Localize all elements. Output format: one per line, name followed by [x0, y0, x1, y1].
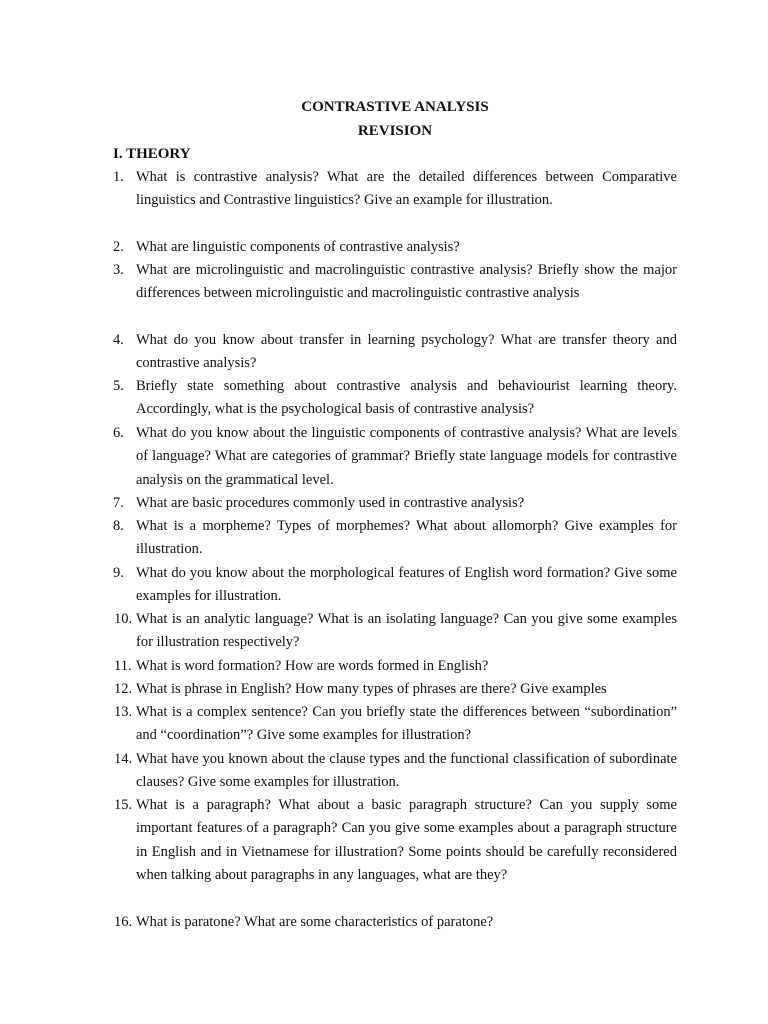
item-text: What do you know about transfer in learning psychology? What are transfer theory and contrastive analysis?: [136, 332, 677, 372]
item-text: What are linguistic components of contrastive analysis?: [136, 239, 460, 255]
item-text: What is a complex sentence? Can you briefly state the differences between “subordination” and “coordination”? Give some examples for illustration?: [136, 704, 677, 744]
item-text: What are microlinguistic and macrolinguistic contrastive analysis? Briefly show the major differences between microlinguistic and macrolinguistic contrastive analysis: [136, 262, 677, 302]
item-text: What is contrastive analysis? What are the detailed differences between Comparative linguistics and Contrastive linguistics? Give an example for illustration.: [136, 169, 677, 209]
section-heading: I. THEORY: [113, 146, 191, 162]
item-number: 9.: [113, 565, 124, 581]
item-text: What do you know about the morphological features of English word formation? Give some examples for illustration.: [136, 565, 677, 605]
document-title: CONTRASTIVE ANALYSIS: [301, 99, 489, 115]
item-text: What is phrase in English? How many types of phrases are there? Give examples: [136, 681, 607, 697]
item-text: What have you known about the clause types and the functional classification of subordinate clauses? Give some examples for illustration.: [136, 751, 677, 791]
item-number: 14.: [114, 751, 133, 767]
item-number: 8.: [113, 518, 124, 534]
item-number: 5.: [113, 378, 124, 394]
item-number: 15.: [114, 797, 133, 813]
item-text: What is paratone? What are some characteristics of paratone?: [136, 914, 494, 930]
item-number: 7.: [113, 495, 124, 511]
item-number: 13.: [114, 704, 133, 720]
item-number: 6.: [113, 425, 124, 441]
item-number: 4.: [113, 332, 124, 348]
item-text: What do you know about the linguistic components of contrastive analysis? What are levels of language? What are categories of grammar? Briefly state language models for contrastive analysis on the grammatical level.: [136, 425, 677, 488]
item-text: Briefly state something about contrastive analysis and behaviourist learning theory. Accordingly, what is the psychological basis of contrastive analysis?: [136, 378, 677, 418]
item-number: 11.: [114, 658, 132, 674]
item-number: 10.: [114, 611, 133, 627]
item-number: 3.: [113, 262, 124, 278]
item-text: What are basic procedures commonly used in contrastive analysis?: [136, 495, 525, 511]
item-text: What is word formation? How are words formed in English?: [136, 658, 489, 674]
item-text: What is a morpheme? Types of morphemes? What about allomorph? Give examples for illustration.: [136, 518, 677, 558]
item-number: 2.: [113, 239, 124, 255]
item-number: 1.: [113, 169, 124, 185]
item-number: 12.: [114, 681, 133, 697]
item-text: What is a paragraph? What about a basic paragraph structure? Can you supply some important features of a paragraph? Can you give some examples about a paragraph structure in English and in Vietnamese for illustration? Some points should be carefully reconsidered when talking about paragraphs in any languages, what are they?: [136, 797, 677, 883]
document-subtitle: REVISION: [357, 123, 433, 139]
item-text: What is an analytic language? What is an isolating language? Can you give some examples for illustration respectively?: [136, 611, 677, 651]
item-number: 16.: [114, 914, 133, 930]
